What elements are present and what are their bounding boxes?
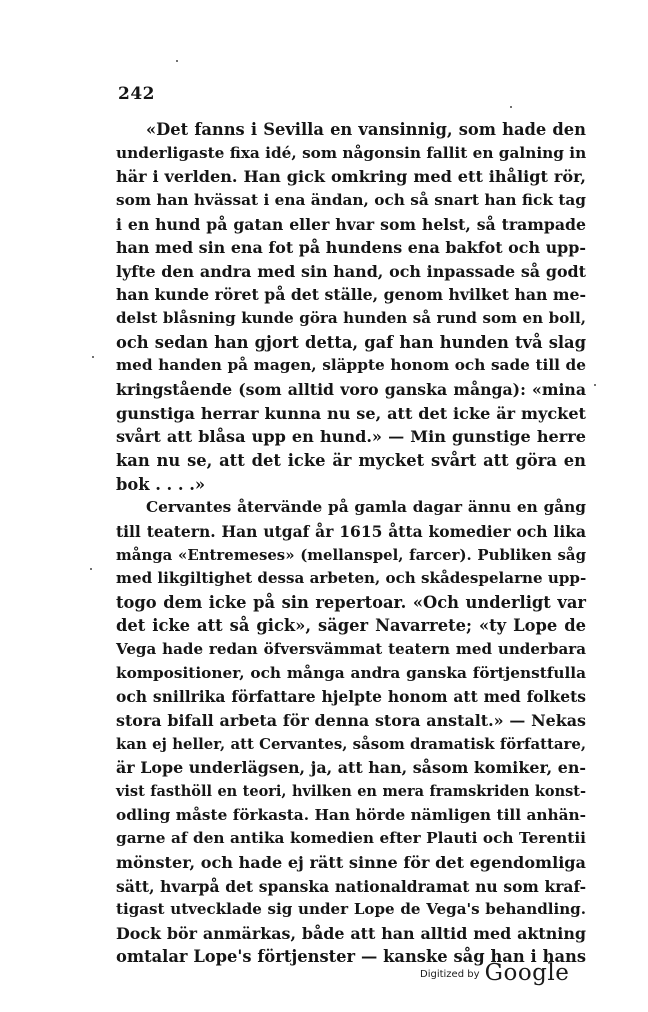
scan-speck: [90, 568, 92, 570]
text-line: «Det fanns i Sevilla en vansinnig, som hade den: [146, 120, 586, 139]
text-line: odling måste förkasta. Han hörde nämligen till anhän-: [116, 805, 586, 824]
text-line: som han hvässat i ena ändan, och så snart han fick tag: [116, 190, 586, 209]
scan-speck: [176, 60, 178, 62]
digitized-label: Digitized by: [420, 969, 480, 980]
text-line: garne af den antika komedien efter Plauti och Terentii: [116, 829, 586, 848]
text-line: med likgiltighet dessa arbeten, och skådespelarne upp-: [116, 569, 587, 588]
text-line: togo dem icke på sin repertoar. «Och underligt var: [116, 592, 586, 612]
text-line: stora bifall arbeta för denna stora anstalt.» — Nekas: [116, 711, 586, 731]
scan-speck: [92, 356, 94, 358]
text-line: det icke att så gick», säger Navarrete; «ty Lope de: [116, 616, 586, 636]
text-line: kringstående (som alltid voro ganska många): «mina: [116, 380, 586, 400]
text-line: och sedan han gjort detta, gaf han hunden två slag: [116, 332, 586, 352]
text-line: är Lope underlägsen, ja, att han, såsom komiker, en-: [116, 758, 586, 778]
text-line: han med sin ena fot på hundens ena bakfot och upp-: [116, 238, 586, 258]
text-line: delst blåsning kunde göra hunden så rund som en boll,: [116, 309, 586, 328]
text-line: omtalar Lope's förtjenster — kanske såg han i hans: [116, 947, 586, 967]
text-line: kan ej heller, att Cervantes, såsom dramatisk författare,: [116, 734, 586, 753]
text-line: vist fasthöll en teori, hvilken en mera framskriden konst-: [116, 782, 586, 800]
body-text: [116, 118, 586, 969]
text-line: Dock bör anmärkas, både att han alltid med aktning: [116, 923, 586, 943]
text-line: lyfte den andra med sin hand, och inpassade så godt: [116, 261, 586, 281]
text-line: kompositioner, och många andra ganska förtjenstfulla: [116, 663, 586, 682]
text-line: mönster, och hade ej rätt sinne för det egendomliga: [116, 852, 586, 872]
text-line: och snillrika författare hjelpte honom att med folkets: [116, 687, 586, 707]
page-number: 242: [118, 84, 155, 104]
text-line: i en hund på gatan eller hvar som helst, så trampade: [116, 214, 586, 234]
scan-speck: [510, 106, 512, 108]
text-line: med handen på magen, släppte honom och sade till de: [116, 356, 586, 375]
text-line: Cervantes återvände på gamla dagar ännu en gång: [146, 498, 586, 517]
text-line: tigast utvecklade sig under Lope de Vega's behandling.: [116, 900, 586, 919]
text-line: svårt att blåsa upp en hund.» — Min gunstige herre: [116, 427, 586, 447]
text-line: här i verlden. Han gick omkring med ett ihåligt rör,: [116, 167, 586, 187]
text-line: gunstiga herrar kunna nu se, att det icke är mycket: [116, 403, 586, 423]
text-line: Vega hade redan öfversvämmat teatern med underbara: [116, 640, 586, 659]
digitized-by-google-watermark: [420, 960, 569, 986]
scan-speck: [594, 384, 596, 386]
text-line: kan nu se, att det icke är mycket svårt att göra en: [116, 450, 586, 470]
text-line: han kunde röret på det ställe, genom hvilket han me-: [116, 285, 586, 305]
text-line: till teatern. Han utgaf år 1615 åtta komedier och lika: [116, 521, 586, 541]
text-line: sätt, hvarpå det spanska nationaldramat nu som kraf-: [116, 876, 586, 896]
text-line: bok . . . .»: [116, 474, 206, 494]
text-line: underligaste fixa idé, som någonsin fallit en galning in: [116, 143, 587, 162]
text-line: många «Entremeses» (mellanspel, farcer). Publiken såg: [116, 545, 586, 564]
google-logo: Google: [484, 960, 570, 986]
